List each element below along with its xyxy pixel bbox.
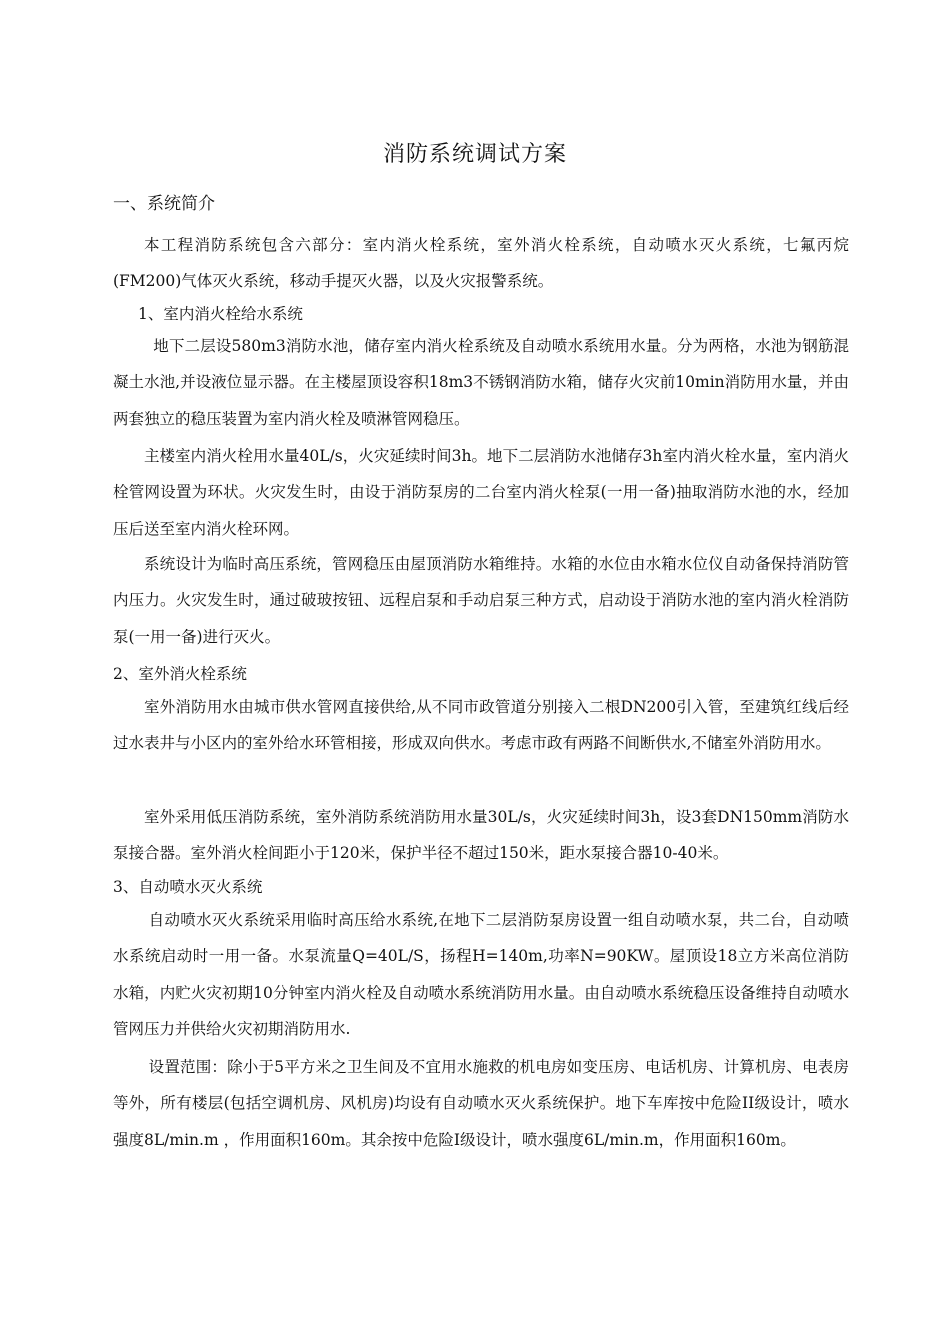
outdoor-hydrant-paragraph-2: 室外采用低压消防系统，室外消防系统消防用水量30L/s，火灾延续时间3h，设3套DN150mm消防水泵接合器。室外消火栓间距小于120米，保护半径不超过150米，距水泵接合器10-40米。 <box>113 808 849 863</box>
indoor-hydrant-paragraph-1: 地下二层设580m3消防水池，储存室内消火栓系统及自动喷水系统用水量。分为两格，水池为钢筋混凝土水池,并设液位显示器。在主楼屋顶设容积18m3不锈钢消防水箱，储存火灾前10min消防用水量，并由两套独立的稳压装置为室内消火栓及喷淋管网稳压。 <box>113 337 849 428</box>
section-heading-system-intro: 一、系统简介 <box>113 194 215 214</box>
indoor-hydrant-paragraph-3: 系统设计为临时高压系统，管网稳压由屋顶消防水箱维持。水箱的水位由水箱水位仪自动备保持消防管内压力。火灾发生时，通过破玻按钮、远程启泵和手动启泵三种方式，启动设于消防水池的室内消火栓消防泵(一用一备)进行灭火。 <box>113 555 849 646</box>
sprinkler-paragraph-2: 设置范围：除小于5平方米之卫生间及不宜用水施救的机电房如变压房、电话机房、计算机房、电表房等外，所有楼层(包括空调机房、风机房)均设有自动喷水灭火系统保护。地下车库按中危险II级设计，喷水强度8L/min.m ，作用面积160m。其余按中危险I级设计，喷水强度6L/min.m，作用面积160m。 <box>113 1058 849 1149</box>
subsection-heading-outdoor-hydrant: 2、室外消火栓系统 <box>113 665 247 683</box>
sprinkler-paragraph-1: 自动喷水灭火系统采用临时高压给水系统,在地下二层消防泵房设置一组自动喷水泵，共二台，自动喷水系统启动时一用一备。水泵流量Q=40L/S，扬程H=140m,功率N=90KW。屋顶设18立方米高位消防水箱，内贮火灾初期10分钟室内消火栓及自动喷水系统消防用水量。由自动喷水系统稳压设备维持自动喷水管网压力并供给火灾初期消防用水. <box>113 911 849 1039</box>
intro-paragraph: 本工程消防系统包含六部分：室内消火栓系统，室外消火栓系统，自动喷水灭火系统，七氟丙烷(FM200)气体灭火系统，移动手提灭火器，以及火灾报警系统。 <box>113 236 849 291</box>
document-title: 消防系统调试方案 <box>382 142 567 167</box>
subsection-heading-sprinkler: 3、自动喷水灭火系统 <box>113 878 263 896</box>
indoor-hydrant-paragraph-2: 主楼室内消火栓用水量40L/s，火灾延续时间3h。地下二层消防水池储存3h室内消火栓水量，室内消火栓管网设置为环状。火灾发生时，由设于消防泵房的二台室内消火栓泵(一用一备)抽取消防水池的水，经加压后送至室内消火栓环网。 <box>113 447 849 538</box>
outdoor-hydrant-paragraph-1: 室外消防用水由城市供水管网直接供给,从不同市政管道分别接入二根DN200引入管，至建筑红线后经过水表井与小区内的室外给水环管相接，形成双向供水。考虑市政有两路不间断供水,不储室外消防用水。 <box>113 698 849 753</box>
subsection-heading-indoor-hydrant: 1、室内消火栓给水系统 <box>138 305 303 323</box>
